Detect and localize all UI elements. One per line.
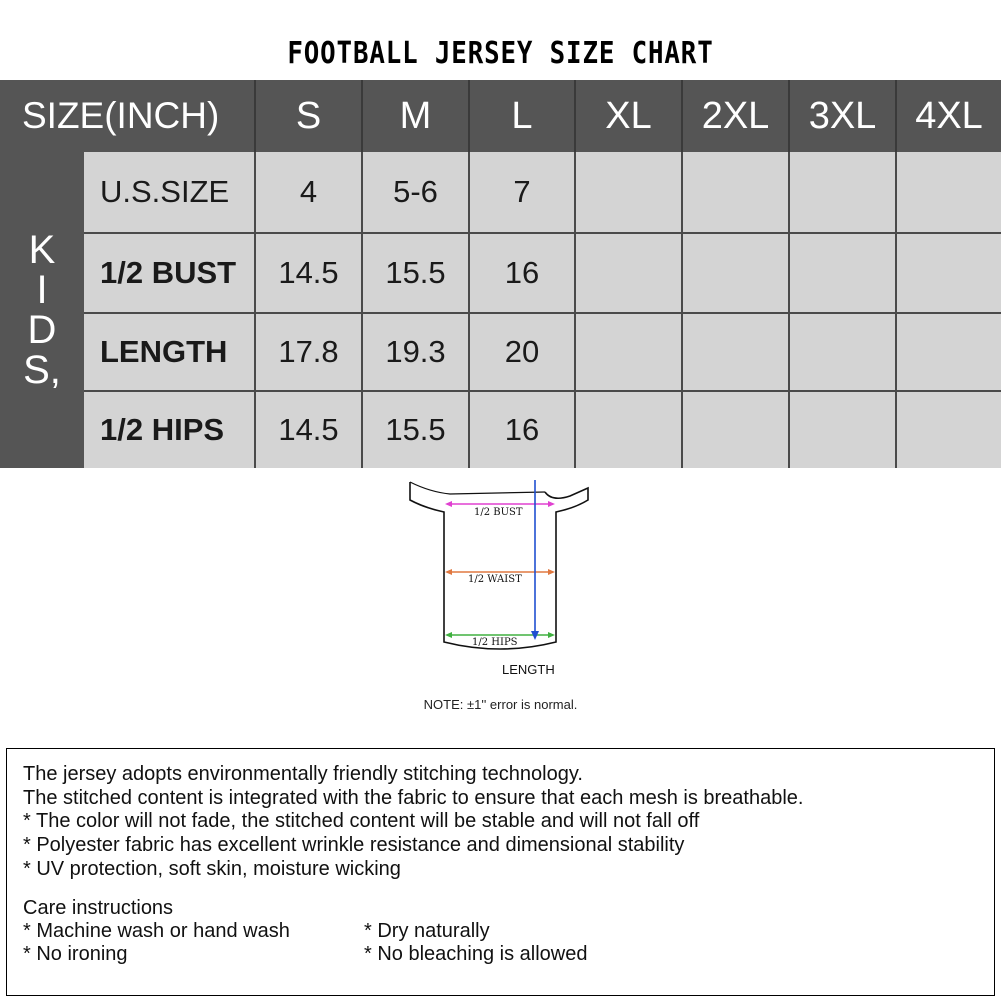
info-line: * Polyester fabric has excellent wrinkle resistance and dimensional stability xyxy=(23,834,685,856)
table-cell: 19.3 xyxy=(363,314,470,392)
row-label-bust: 1/2 BUST xyxy=(84,234,256,314)
header-size-3xl: 3XL xyxy=(790,80,897,152)
care-item: * No bleaching is allowed xyxy=(364,943,588,965)
table-cell: 7 xyxy=(470,152,576,234)
table-cell: 20 xyxy=(470,314,576,392)
waist-label: 1/2 WAIST xyxy=(468,574,522,585)
table-cell xyxy=(897,152,1001,234)
jersey-measurement-diagram xyxy=(400,474,600,684)
bust-label: 1/2 BUST xyxy=(474,507,523,518)
table-cell xyxy=(683,314,790,392)
header-size-xl: XL xyxy=(576,80,683,152)
table-cell: 15.5 xyxy=(363,392,470,468)
table-cell xyxy=(790,314,897,392)
table-cell: 15.5 xyxy=(363,234,470,314)
table-cell xyxy=(683,234,790,314)
header-size-inch: SIZE(INCH) xyxy=(0,80,256,152)
table-cell xyxy=(683,152,790,234)
length-label: LENGTH xyxy=(502,662,555,677)
page-title: FOOTBALL JERSEY SIZE CHART xyxy=(287,36,714,71)
table-cell xyxy=(790,152,897,234)
care-item: * Dry naturally xyxy=(364,920,490,942)
info-line: The jersey adopts environmentally friendly stitching technology. xyxy=(23,763,583,785)
product-info-box xyxy=(6,748,995,996)
table-cell xyxy=(897,392,1001,468)
table-cell xyxy=(897,234,1001,314)
table-cell: 4 xyxy=(256,152,363,234)
info-line: * The color will not fade, the stitched content will be stable and will not fall off xyxy=(23,810,700,832)
table-cell: 5-6 xyxy=(363,152,470,234)
care-title: Care instructions xyxy=(23,897,174,919)
error-note: NOTE: ±1'' error is normal. xyxy=(423,697,578,712)
info-line: The stitched content is integrated with the fabric to ensure that each mesh is breathable. xyxy=(23,787,804,809)
header-size-2xl: 2XL xyxy=(683,80,790,152)
care-item: * No ironing xyxy=(23,943,128,965)
header-size-m: M xyxy=(363,80,470,152)
info-line: * UV protection, soft skin, moisture wicking xyxy=(23,858,401,880)
table-cell xyxy=(683,392,790,468)
table-cell xyxy=(897,314,1001,392)
table-cell: 16 xyxy=(470,392,576,468)
header-size-s: S xyxy=(256,80,363,152)
row-label-us-size: U.S.SIZE xyxy=(84,152,256,234)
row-label-hips: 1/2 HIPS xyxy=(84,392,256,468)
table-cell xyxy=(790,392,897,468)
size-chart-table xyxy=(0,80,1001,468)
hips-label: 1/2 HIPS xyxy=(472,637,518,648)
row-label-length: LENGTH xyxy=(84,314,256,392)
table-cell xyxy=(576,234,683,314)
table-cell: 17.8 xyxy=(256,314,363,392)
table-cell: 14.5 xyxy=(256,392,363,468)
header-size-4xl: 4XL xyxy=(897,80,1001,152)
table-cell xyxy=(576,152,683,234)
kids-group-label: K I D S, xyxy=(0,152,84,468)
table-cell: 16 xyxy=(470,234,576,314)
table-cell xyxy=(790,234,897,314)
header-size-l: L xyxy=(470,80,576,152)
care-item: * Machine wash or hand wash xyxy=(23,920,290,942)
table-cell xyxy=(576,314,683,392)
table-cell xyxy=(576,392,683,468)
table-cell: 14.5 xyxy=(256,234,363,314)
